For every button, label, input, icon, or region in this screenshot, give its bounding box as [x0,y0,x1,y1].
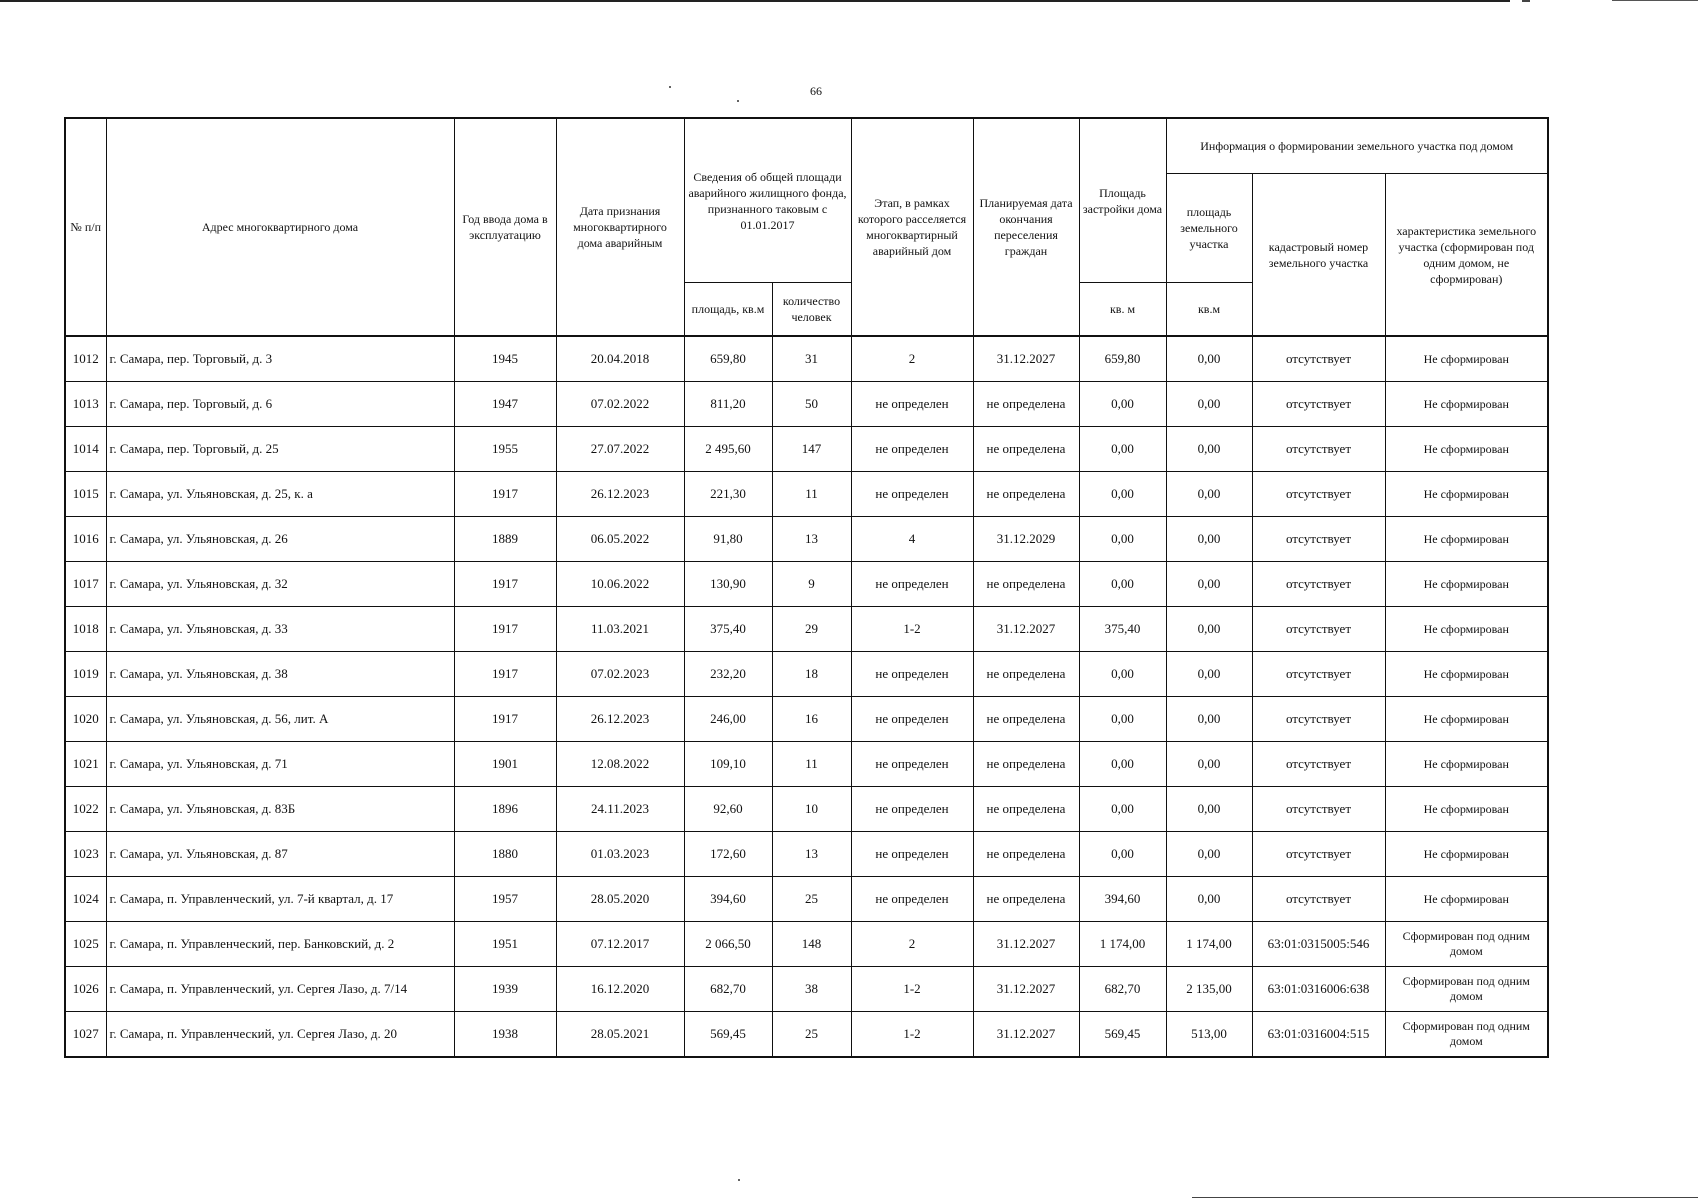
row-number: 1018 [65,607,106,652]
row-stage: 1-2 [851,607,973,652]
row-stage: 2 [851,922,973,967]
row-cadastral: отсутствует [1252,382,1385,427]
row-planned-date: не определена [973,787,1079,832]
row-characteristic: Сформирован под одним домом [1385,967,1548,1012]
row-planned-date: не определена [973,652,1079,697]
row-characteristic: Сформирован под одним домом [1385,1012,1548,1058]
row-number: 1012 [65,336,106,382]
header-planned-date: Планируемая дата окончания переселения граждан [973,118,1079,336]
row-cadastral: отсутствует [1252,787,1385,832]
row-stage: 4 [851,517,973,562]
row-land-area: 0,00 [1166,742,1252,787]
row-stage: не определен [851,832,973,877]
header-land-area-unit: кв.м [1166,283,1252,337]
row-building-area: 659,80 [1079,336,1166,382]
row-building-area: 1 174,00 [1079,922,1166,967]
table-row [65,607,1548,652]
top-scan-rule [0,0,1510,2]
row-cadastral: отсутствует [1252,607,1385,652]
table-row [65,652,1548,697]
row-land-area: 0,00 [1166,382,1252,427]
row-cadastral: отсутствует [1252,742,1385,787]
row-year: 1917 [454,652,556,697]
row-people: 148 [772,922,851,967]
row-cadastral: отсутствует [1252,336,1385,382]
row-people: 11 [772,472,851,517]
row-planned-date: не определена [973,742,1079,787]
row-year: 1901 [454,742,556,787]
row-recognition-date: 28.05.2020 [556,877,684,922]
header-area-sqm: площадь, кв.м [684,283,772,337]
row-area: 92,60 [684,787,772,832]
row-stage: не определен [851,742,973,787]
row-area: 659,80 [684,336,772,382]
row-planned-date: не определена [973,427,1079,472]
row-planned-date: не определена [973,472,1079,517]
row-land-area: 0,00 [1166,697,1252,742]
row-area: 221,30 [684,472,772,517]
row-land-area: 513,00 [1166,1012,1252,1058]
row-people: 50 [772,382,851,427]
row-people: 25 [772,1012,851,1058]
row-number: 1027 [65,1012,106,1058]
row-cadastral: отсутствует [1252,517,1385,562]
row-cadastral: 63:01:0316004:515 [1252,1012,1385,1058]
row-land-area: 0,00 [1166,607,1252,652]
row-stage: не определен [851,382,973,427]
row-planned-date: 31.12.2027 [973,336,1079,382]
row-year: 1917 [454,472,556,517]
row-characteristic: Не сформирован [1385,742,1548,787]
row-area: 2 495,60 [684,427,772,472]
row-cadastral: отсутствует [1252,697,1385,742]
row-characteristic: Не сформирован [1385,787,1548,832]
row-planned-date: 31.12.2027 [973,1012,1079,1058]
row-recognition-date: 07.02.2023 [556,652,684,697]
row-characteristic: Не сформирован [1385,832,1548,877]
row-address: г. Самара, пер. Торговый, д. 6 [106,382,454,427]
row-recognition-date: 26.12.2023 [556,472,684,517]
row-number: 1017 [65,562,106,607]
row-year: 1938 [454,1012,556,1058]
row-address: г. Самара, ул. Ульяновская, д. 87 [106,832,454,877]
row-people: 13 [772,517,851,562]
table-row [65,562,1548,607]
row-characteristic: Не сформирован [1385,472,1548,517]
row-recognition-date: 01.03.2023 [556,832,684,877]
table-row [65,1012,1548,1058]
row-stage: не определен [851,562,973,607]
row-land-area: 1 174,00 [1166,922,1252,967]
row-stage: 1-2 [851,967,973,1012]
row-recognition-date: 24.11.2023 [556,787,684,832]
row-number: 1023 [65,832,106,877]
row-land-area: 0,00 [1166,427,1252,472]
row-characteristic: Не сформирован [1385,562,1548,607]
row-number: 1015 [65,472,106,517]
row-characteristic: Сформирован под одним домом [1385,922,1548,967]
row-cadastral: отсутствует [1252,562,1385,607]
row-recognition-date: 27.07.2022 [556,427,684,472]
header-people: количество человек [772,283,851,337]
header-recognition-date: Дата признания многоквартирного дома аварийным [556,118,684,336]
row-area: 130,90 [684,562,772,607]
table-row [65,877,1548,922]
row-land-area: 0,00 [1166,517,1252,562]
top-scan-dash [1522,0,1530,2]
row-year: 1917 [454,607,556,652]
row-address: г. Самара, ул. Ульяновская, д. 26 [106,517,454,562]
table-row [65,832,1548,877]
row-address: г. Самара, ул. Ульяновская, д. 83Б [106,787,454,832]
row-number: 1022 [65,787,106,832]
row-area: 811,20 [684,382,772,427]
row-land-area: 0,00 [1166,877,1252,922]
header-characteristic: характеристика земельного участка (сформирован под одним домом, не сформирован) [1385,174,1548,337]
row-recognition-date: 11.03.2021 [556,607,684,652]
row-year: 1957 [454,877,556,922]
row-year: 1917 [454,697,556,742]
row-characteristic: Не сформирован [1385,607,1548,652]
row-address: г. Самара, п. Управленческий, пер. Банковский, д. 2 [106,922,454,967]
row-cadastral: 63:01:0316006:638 [1252,967,1385,1012]
row-building-area: 682,70 [1079,967,1166,1012]
row-recognition-date: 20.04.2018 [556,336,684,382]
table-row [65,787,1548,832]
row-stage: не определен [851,652,973,697]
row-people: 29 [772,607,851,652]
row-characteristic: Не сформирован [1385,877,1548,922]
row-characteristic: Не сформирован [1385,336,1548,382]
row-year: 1947 [454,382,556,427]
row-recognition-date: 16.12.2020 [556,967,684,1012]
row-planned-date: 31.12.2027 [973,607,1079,652]
table-row [65,336,1548,382]
row-number: 1026 [65,967,106,1012]
row-land-area: 0,00 [1166,787,1252,832]
table-row [65,517,1548,562]
row-recognition-date: 26.12.2023 [556,697,684,742]
row-people: 18 [772,652,851,697]
row-area: 375,40 [684,607,772,652]
row-land-area: 0,00 [1166,562,1252,607]
row-cadastral: отсутствует [1252,652,1385,697]
header-stage: Этап, в рамках которого расселяется многоквартирный аварийный дом [851,118,973,336]
row-address: г. Самара, пер. Торговый, д. 3 [106,336,454,382]
row-people: 16 [772,697,851,742]
row-cadastral: отсутствует [1252,427,1385,472]
row-recognition-date: 28.05.2021 [556,1012,684,1058]
row-land-area: 0,00 [1166,472,1252,517]
row-address: г. Самара, п. Управленческий, ул. Сергея Лазо, д. 7/14 [106,967,454,1012]
row-land-area: 0,00 [1166,832,1252,877]
row-building-area: 0,00 [1079,742,1166,787]
row-land-area: 0,00 [1166,652,1252,697]
row-stage: не определен [851,472,973,517]
row-building-area: 0,00 [1079,697,1166,742]
row-stage: 2 [851,336,973,382]
row-number: 1013 [65,382,106,427]
row-recognition-date: 10.06.2022 [556,562,684,607]
header-land-info: Информация о формировании земельного участка под домом [1166,118,1548,174]
row-planned-date: не определена [973,832,1079,877]
row-building-area: 0,00 [1079,472,1166,517]
row-people: 13 [772,832,851,877]
row-area: 172,60 [684,832,772,877]
row-recognition-date: 12.08.2022 [556,742,684,787]
header-num: № п/п [65,118,106,336]
row-cadastral: отсутствует [1252,472,1385,517]
header-area-info: Сведения об общей площади аварийного жилищного фонда, признанного таковым с 01.01.2017 [684,118,851,283]
table-row [65,382,1548,427]
header-address: Адрес многоквартирного дома [106,118,454,336]
row-cadastral: 63:01:0315005:546 [1252,922,1385,967]
row-planned-date: не определена [973,697,1079,742]
row-stage: не определен [851,877,973,922]
row-planned-date: 31.12.2029 [973,517,1079,562]
row-year: 1939 [454,967,556,1012]
row-recognition-date: 07.12.2017 [556,922,684,967]
row-building-area: 0,00 [1079,832,1166,877]
row-address: г. Самара, п. Управленческий, ул. 7-й квартал, д. 17 [106,877,454,922]
row-stage: не определен [851,697,973,742]
row-building-area: 0,00 [1079,427,1166,472]
bottom-scan-rule [1192,1197,1698,1198]
row-building-area: 375,40 [1079,607,1166,652]
scan-speck [737,100,739,102]
row-area: 682,70 [684,967,772,1012]
row-area: 569,45 [684,1012,772,1058]
table-row [65,427,1548,472]
row-number: 1025 [65,922,106,967]
row-building-area: 0,00 [1079,562,1166,607]
row-people: 31 [772,336,851,382]
row-number: 1020 [65,697,106,742]
row-people: 10 [772,787,851,832]
row-stage: не определен [851,427,973,472]
row-planned-date: не определена [973,382,1079,427]
row-address: г. Самара, ул. Ульяновская, д. 38 [106,652,454,697]
row-recognition-date: 06.05.2022 [556,517,684,562]
row-address: г. Самара, ул. Ульяновская, д. 25, к. а [106,472,454,517]
row-planned-date: 31.12.2027 [973,922,1079,967]
row-building-area: 0,00 [1079,652,1166,697]
row-number: 1014 [65,427,106,472]
row-building-area: 0,00 [1079,382,1166,427]
row-address: г. Самара, ул. Ульяновская, д. 33 [106,607,454,652]
row-address: г. Самара, ул. Ульяновская, д. 71 [106,742,454,787]
row-people: 38 [772,967,851,1012]
table-row [65,967,1548,1012]
row-people: 9 [772,562,851,607]
row-stage: не определен [851,787,973,832]
row-people: 147 [772,427,851,472]
row-address: г. Самара, пер. Торговый, д. 25 [106,427,454,472]
row-number: 1019 [65,652,106,697]
row-building-area: 0,00 [1079,787,1166,832]
row-year: 1945 [454,336,556,382]
row-planned-date: не определена [973,562,1079,607]
table-row [65,922,1548,967]
row-cadastral: отсутствует [1252,832,1385,877]
row-people: 25 [772,877,851,922]
row-area: 2 066,50 [684,922,772,967]
row-stage: 1-2 [851,1012,973,1058]
row-planned-date: не определена [973,877,1079,922]
scan-speck [738,1179,740,1181]
row-characteristic: Не сформирован [1385,652,1548,697]
row-area: 394,60 [684,877,772,922]
emergency-housing-table [64,117,1549,1058]
row-year: 1955 [454,427,556,472]
header-cadastral: кадастровый номер земельного участка [1252,174,1385,337]
page-number: 66 [810,84,822,98]
table-body [65,336,1548,1057]
row-cadastral: отсутствует [1252,877,1385,922]
row-number: 1021 [65,742,106,787]
row-land-area: 0,00 [1166,336,1252,382]
row-year: 1917 [454,562,556,607]
table-row [65,472,1548,517]
row-number: 1024 [65,877,106,922]
row-building-area: 569,45 [1079,1012,1166,1058]
row-address: г. Самара, ул. Ульяновская, д. 32 [106,562,454,607]
row-address: г. Самара, п. Управленческий, ул. Сергея Лазо, д. 20 [106,1012,454,1058]
row-address: г. Самара, ул. Ульяновская, д. 56, лит. А [106,697,454,742]
row-number: 1016 [65,517,106,562]
row-people: 11 [772,742,851,787]
row-characteristic: Не сформирован [1385,427,1548,472]
header-building-area: Площадь застройки дома [1079,118,1166,283]
table-header [65,118,1548,336]
row-building-area: 0,00 [1079,517,1166,562]
row-area: 232,20 [684,652,772,697]
row-year: 1896 [454,787,556,832]
row-year: 1880 [454,832,556,877]
row-characteristic: Не сформирован [1385,697,1548,742]
table-row [65,742,1548,787]
row-area: 109,10 [684,742,772,787]
table-row [65,697,1548,742]
row-building-area: 394,60 [1079,877,1166,922]
row-year: 1889 [454,517,556,562]
row-characteristic: Не сформирован [1385,382,1548,427]
row-land-area: 2 135,00 [1166,967,1252,1012]
header-land-area: площадь земельного участка [1166,174,1252,283]
row-characteristic: Не сформирован [1385,517,1548,562]
row-planned-date: 31.12.2027 [973,967,1079,1012]
header-building-area-unit: кв. м [1079,283,1166,337]
row-recognition-date: 07.02.2022 [556,382,684,427]
top-scan-rule-right [1612,0,1698,1]
row-area: 246,00 [684,697,772,742]
row-area: 91,80 [684,517,772,562]
header-year: Год ввода дома в эксплуатацию [454,118,556,336]
row-year: 1951 [454,922,556,967]
